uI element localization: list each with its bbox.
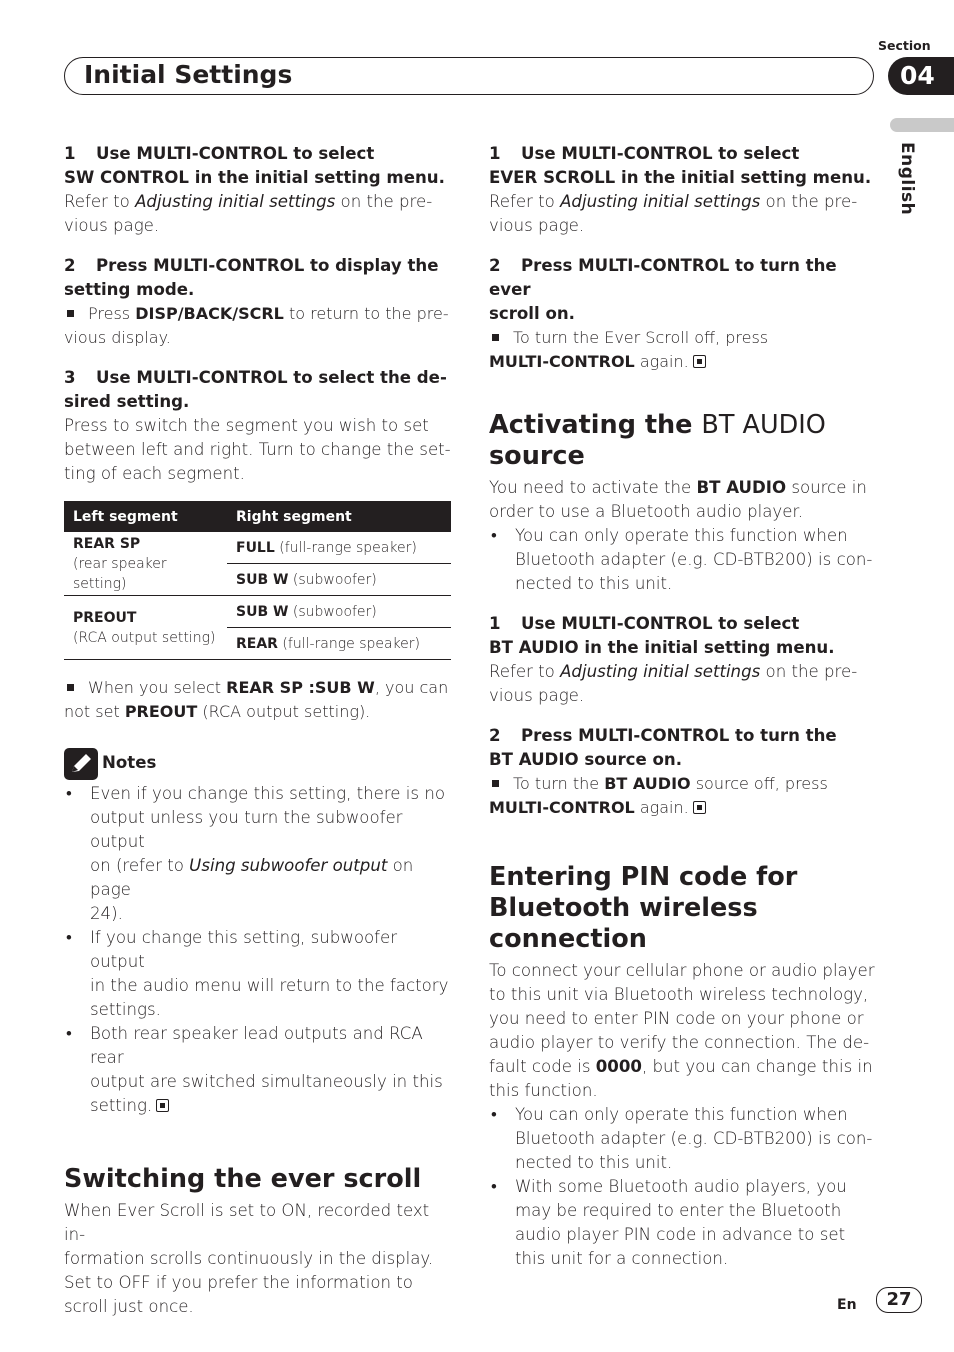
step-number: 3	[64, 368, 76, 387]
section-heading-bt-audio	[489, 410, 881, 472]
square-bullet-icon	[492, 780, 499, 787]
text: To turn the	[513, 774, 605, 793]
key-name: MULTI-CONTROL	[489, 798, 635, 817]
step-number: 1	[64, 144, 76, 163]
pin-code-bullets	[489, 1103, 881, 1271]
option-desc: (full-range speaker)	[279, 539, 417, 556]
option-name: SUB W	[236, 603, 289, 620]
left-column	[64, 142, 452, 1319]
table-cell	[64, 532, 227, 596]
text: nected to this unit.	[515, 574, 673, 593]
bt-step-2-heading	[489, 724, 881, 772]
text: Press	[88, 304, 136, 323]
text: on page	[90, 856, 414, 899]
text: setting.	[90, 1096, 153, 1115]
section-heading-pin-code	[489, 862, 881, 955]
list-item	[64, 1022, 452, 1118]
text: To connect your cellular phone or audio player	[489, 961, 875, 980]
step-text: EVER SCROLL in the initial setting menu.	[489, 168, 872, 187]
segment-name: REAR SP	[73, 535, 141, 552]
notes-title: Notes	[102, 753, 157, 772]
option-name: SUB W	[236, 571, 289, 588]
segment-table	[64, 501, 451, 660]
text: you need to enter PIN code on your phone or	[489, 1009, 864, 1028]
key-name: DISP/BACK/SCRL	[135, 304, 284, 323]
page-number: 27	[876, 1287, 922, 1313]
text: vious page.	[64, 216, 160, 235]
bt-step-2-note	[489, 772, 881, 820]
text: 24).	[90, 904, 123, 923]
text: vious page.	[489, 686, 585, 705]
square-bullet-icon	[492, 334, 499, 341]
text: audio player to verify the connection. The de-	[489, 1033, 870, 1052]
key-name: PREOUT	[124, 702, 198, 721]
text: Both rear speaker lead outputs and RCA rear	[90, 1024, 423, 1067]
cross-reference: Adjusting initial settings	[560, 662, 761, 681]
segment-desc: (rear speaker setting)	[73, 555, 167, 592]
text: formation scrolls continuously in the display.	[64, 1249, 434, 1268]
source-name: BT AUDIO	[701, 410, 826, 440]
pin-code-body	[489, 959, 881, 1103]
text: To turn the Ever Scroll off, press	[513, 328, 769, 347]
text: When you select	[88, 678, 227, 697]
text: output are switched simultaneously in this	[90, 1072, 443, 1091]
text: (RCA output setting).	[197, 702, 371, 721]
text: source	[489, 441, 585, 471]
text: audio player PIN code in advance to set	[515, 1225, 846, 1244]
footer-language-code: En	[837, 1297, 857, 1313]
end-mark-icon	[693, 355, 706, 368]
step-2-note	[64, 302, 452, 350]
text: to this unit via Bluetooth wireless technology,	[489, 985, 869, 1004]
notes-list	[64, 782, 452, 1118]
table-cell	[227, 596, 451, 628]
table-cell	[64, 596, 227, 660]
step-text: Use MULTI-CONTROL to select	[521, 614, 800, 633]
text: output unless you turn the subwoofer output	[90, 808, 403, 851]
section-number-badge: 04	[888, 57, 954, 95]
option-desc: (subwoofer)	[292, 571, 377, 588]
bt-step-1-body	[489, 660, 881, 708]
table-cell	[227, 532, 451, 564]
step-text: scroll on.	[489, 304, 575, 323]
page-title: Initial Settings	[84, 60, 293, 89]
list-item	[489, 1103, 881, 1175]
ever-step-1-heading	[489, 142, 881, 190]
text: scroll just once.	[64, 1297, 194, 1316]
text: on the pre-	[760, 662, 858, 681]
text: ting of each segment.	[64, 464, 245, 483]
step-number: 1	[489, 614, 501, 633]
cross-reference: Using subwoofer output	[189, 856, 388, 875]
text: on (refer to	[90, 856, 190, 875]
table-row	[64, 532, 451, 564]
ever-scroll-body	[64, 1199, 452, 1319]
step-text: SW CONTROL in the initial setting menu.	[64, 168, 445, 187]
list-item	[64, 782, 452, 926]
right-column	[489, 142, 881, 1271]
text: order to use a Bluetooth audio player.	[489, 502, 804, 521]
text: vious display.	[64, 328, 171, 347]
bt-step-1-heading	[489, 612, 881, 660]
table-cell	[227, 628, 451, 660]
text: Entering PIN code for	[489, 862, 798, 892]
step-text: BT AUDIO source on.	[489, 750, 683, 769]
square-bullet-icon	[67, 310, 74, 317]
text: If you change this setting, subwoofer output	[90, 928, 398, 971]
step-text: sired setting.	[64, 392, 190, 411]
text: to return to the pre-	[283, 304, 449, 323]
language-tab	[890, 118, 954, 132]
source-name: BT AUDIO	[604, 774, 691, 793]
text: Bluetooth wireless connection	[489, 893, 758, 954]
ever-step-2-note	[489, 326, 881, 374]
list-item	[489, 1175, 881, 1271]
step-3-body	[64, 414, 452, 486]
segment-name: PREOUT	[73, 609, 137, 626]
text: this function.	[489, 1081, 598, 1100]
bt-audio-body	[489, 476, 881, 524]
ever-step-1-body	[489, 190, 881, 238]
list-item	[489, 524, 881, 596]
text: Set to OFF if you prefer the information to	[64, 1273, 413, 1292]
text: on the pre-	[760, 192, 858, 211]
option-desc: (subwoofer)	[292, 603, 377, 620]
step-number: 2	[64, 256, 76, 275]
text: vious page.	[489, 216, 585, 235]
square-bullet-icon	[67, 684, 74, 691]
text: Even if you change this setting, there is no	[90, 784, 445, 803]
text: between left and right. Turn to change the set-	[64, 440, 451, 459]
step-text: setting mode.	[64, 280, 195, 299]
step-text: Press MULTI-CONTROL to turn the ever	[489, 256, 837, 299]
text: Press to switch the segment you wish to set	[64, 416, 429, 435]
key-name: MULTI-CONTROL	[489, 352, 635, 371]
text: not set	[64, 702, 125, 721]
step-1-body	[64, 190, 452, 238]
text: fault code is	[489, 1057, 596, 1076]
text: , but you can change this in	[641, 1057, 873, 1076]
text: You can only operate this function when	[515, 526, 848, 545]
source-name: BT AUDIO	[696, 478, 787, 497]
text: may be required to enter the Bluetooth	[515, 1201, 842, 1220]
text: You can only operate this function when	[515, 1105, 848, 1124]
key-name: REAR SP :SUB W	[226, 678, 375, 697]
list-item	[64, 926, 452, 1022]
step-number: 2	[489, 256, 501, 275]
step-text: Use MULTI-CONTROL to select	[521, 144, 800, 163]
language-label: English	[897, 142, 917, 216]
text: Refer to	[489, 662, 561, 681]
bt-audio-bullets	[489, 524, 881, 596]
text: source off, press	[690, 774, 828, 793]
text: , you can	[374, 678, 449, 697]
section-label: Section	[878, 38, 931, 53]
text: again.	[634, 352, 689, 371]
step-number: 2	[489, 726, 501, 745]
step-text: Use MULTI-CONTROL to select the de-	[96, 368, 447, 387]
text: on the pre-	[335, 192, 433, 211]
step-3-heading	[64, 366, 452, 414]
after-table-note	[64, 676, 452, 724]
option-name: REAR	[236, 635, 278, 652]
text: Refer to	[64, 192, 136, 211]
step-text: Press MULTI-CONTROL to display the	[96, 256, 439, 275]
end-mark-icon	[693, 801, 706, 814]
pencil-icon	[64, 748, 98, 780]
step-text: Press MULTI-CONTROL to turn the	[521, 726, 837, 745]
table-cell	[227, 564, 451, 596]
text: Bluetooth adapter (e.g. CD-BTB200) is con-	[515, 1129, 873, 1148]
text: nected to this unit.	[515, 1153, 673, 1172]
default-code: 0000	[595, 1057, 642, 1076]
section-heading-ever-scroll: Switching the ever scroll	[64, 1164, 422, 1194]
text: When Ever Scroll is set to ON, recorded text in-	[64, 1201, 430, 1244]
table-header-left: Left segment	[64, 501, 227, 532]
table-row	[64, 596, 451, 628]
cross-reference: Adjusting initial settings	[135, 192, 336, 211]
cross-reference: Adjusting initial settings	[560, 192, 761, 211]
end-mark-icon	[156, 1099, 169, 1112]
table-header-right: Right segment	[227, 501, 451, 532]
text: again.	[634, 798, 689, 817]
text: You need to activate the	[489, 478, 697, 497]
step-2-heading	[64, 254, 452, 302]
step-text: BT AUDIO in the initial setting menu.	[489, 638, 835, 657]
text: this unit for a connection.	[515, 1249, 729, 1268]
ever-step-2-heading	[489, 254, 881, 326]
step-text: Use MULTI-CONTROL to select	[96, 144, 375, 163]
text: With some Bluetooth audio players, you	[515, 1177, 847, 1196]
option-name: FULL	[236, 539, 275, 556]
option-desc: (full-range speaker)	[282, 635, 421, 652]
text: Activating the	[489, 410, 702, 440]
text: source in	[786, 478, 867, 497]
step-number: 1	[489, 144, 501, 163]
text: settings.	[90, 1000, 161, 1019]
text: Refer to	[489, 192, 561, 211]
text: in the audio menu will return to the factory	[90, 976, 449, 995]
segment-desc: (RCA output setting)	[73, 629, 216, 646]
step-1-heading	[64, 142, 452, 190]
text: Bluetooth adapter (e.g. CD-BTB200) is con-	[515, 550, 873, 569]
notes-heading	[64, 746, 452, 780]
